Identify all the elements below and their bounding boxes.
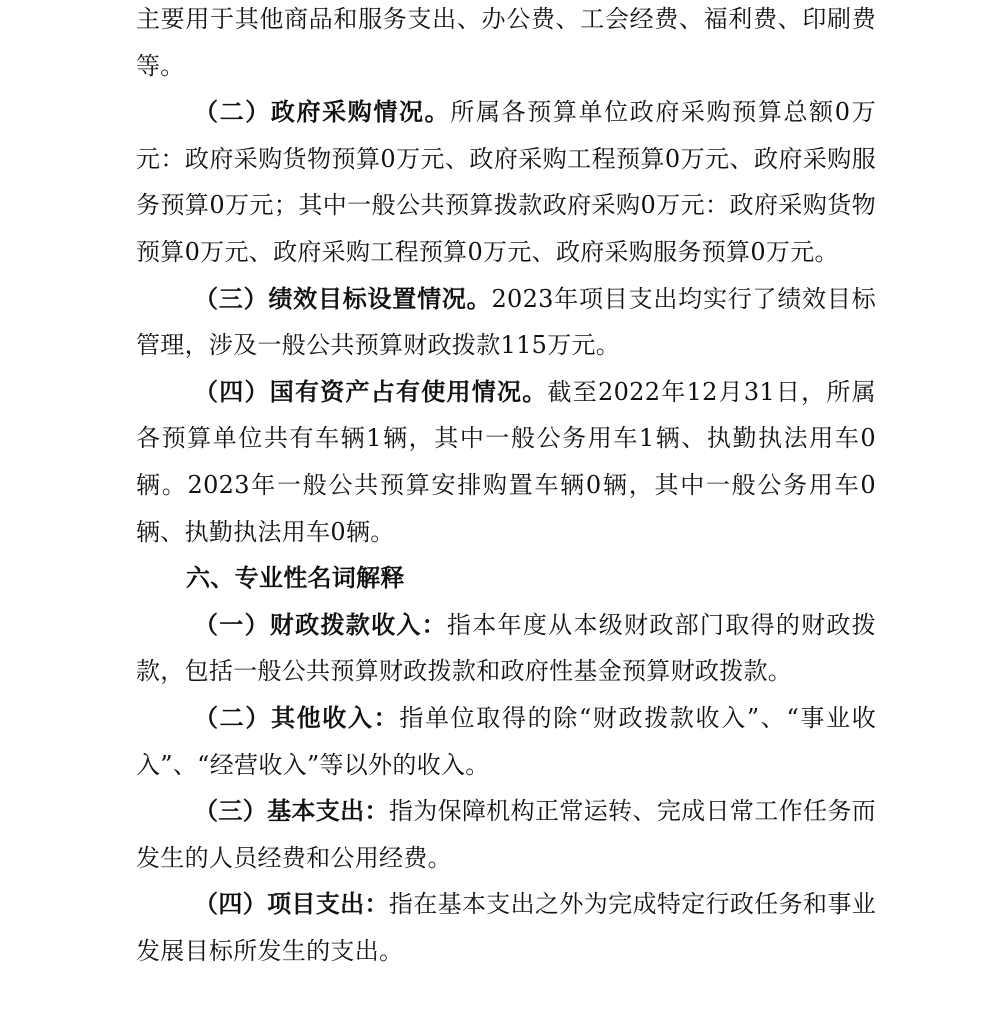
term-basic-expenditure (136, 788, 876, 881)
paragraph-government-procurement (136, 89, 876, 275)
term-lead: （一）财政拨款收入： (194, 610, 447, 639)
paragraph-lead: （四）国有资产占有使用情况。 (194, 377, 548, 406)
term-body: 指在基本支出之外为完成特定行政任务和事业发展目标所发生的支出。 (136, 890, 876, 965)
term-lead: （三）基本支出： (194, 797, 389, 826)
paragraph-lead: （二）政府采购情况。 (194, 98, 451, 127)
term-other-income (136, 695, 876, 788)
paragraph-continuation (136, 0, 876, 89)
paragraph-body: 主要用于其他商品和服务支出、办公费、工会经费、福利费、印刷费等。 (136, 5, 876, 80)
paragraph-body: 2023年项目支出均实行了绩效目标管理，涉及一般公共预算财政拨款115万元。 (136, 284, 876, 360)
document-page (136, 0, 876, 974)
paragraph-body: 所属各预算单位政府采购预算总额0万元：政府采购货物预算0万元、政府采购工程预算0万元、政府采购服务预算0万元；其中一般公共预算拨款政府采购0万元：政府采购货物预算0万元、政府采购工程预算0万元、政府采购服务预算0万元。 (136, 98, 877, 266)
paragraph-body: 截至2022年12月31日，所属各预算单位共有车辆1辆，其中一般公务用车1辆、执勤执法用车0辆。2023年一般公共预算安排购置车辆0辆，其中一般公务用车0辆、执勤执法用车0辆。 (136, 377, 876, 546)
paragraph-lead: （三）绩效目标设置情况。 (194, 284, 492, 313)
term-lead: （二）其他收入： (194, 703, 400, 732)
term-body: 指本年度从本级财政部门取得的财政拨款，包括一般公共预算财政拨款和政府性基金预算财政拨款。 (136, 610, 876, 686)
paragraph-state-assets (136, 369, 876, 555)
term-body: 指为保障机构正常运转、完成日常工作任务而发生的人员经费和公用经费。 (136, 797, 876, 872)
term-project-expenditure (136, 881, 876, 974)
paragraph-performance-targets (136, 276, 876, 369)
term-fiscal-appropriation-income (136, 602, 876, 695)
term-body: 指单位取得的除“财政拨款收入”、“事业收入”、“经营收入”等以外的收入。 (136, 703, 877, 779)
term-lead: （四）项目支出： (194, 890, 389, 919)
section-heading: 六、专业性名词解释 (186, 564, 405, 593)
